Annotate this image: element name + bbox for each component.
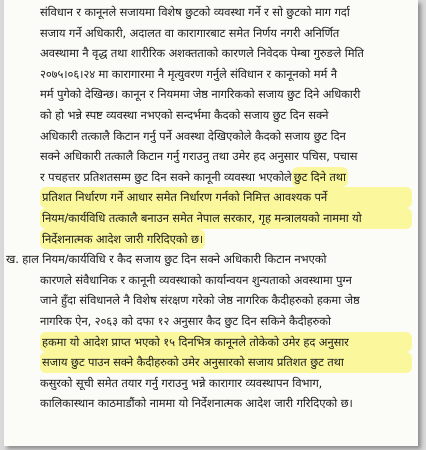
text-line <box>4 393 418 414</box>
line-text: ख. हाल नियम/कार्यविधि र कैद सजाय छुट दिन सक्ने अधिकारी किटान नभएको <box>6 252 327 267</box>
line-text: मर्म पुगेको देखिन्छ। कानून र नियममा जेष्ठ नागरिकको सजाय छुट दिने अधिकारी <box>40 87 361 102</box>
highlighted-text: छुट दिने तथा <box>292 167 348 188</box>
text-line <box>4 146 418 167</box>
text-line <box>4 105 418 126</box>
text-line <box>4 229 418 250</box>
highlighted-text: सजाय छुट पाउन सक्ने कैदीहरुको उमेर अनुसारको सजाय प्रतिशत छुट तथा <box>40 352 412 373</box>
text-line <box>4 43 418 64</box>
text-line <box>4 23 418 44</box>
line-text: अधिकारी तत्कालै किटान गर्नु पर्ने अवस्था देखिएकोले कैदको सजाय छुट दिन <box>40 128 346 143</box>
line-text: कसुरको सूची समेत तयार गर्नु गराउनु भन्ने कारागार व्यवस्थापन विभाग, <box>40 375 323 390</box>
text-line <box>4 290 418 311</box>
highlighted-text: प्रतिशत निर्धारण गर्ने आधार समेत निर्धारण गर्नको निमित्त आवश्यक पर्ने <box>40 187 412 208</box>
highlighted-text: नियम/कार्यविधि तत्कालै बनाउन समेत नेपाल सरकार, गृह मन्त्रालयको नाममा यो <box>40 208 412 229</box>
text-line <box>4 187 418 208</box>
line-text: को हो भन्ने स्पष्ट व्यवस्था नभएको सन्दर्भमा कैदको सजाय छुट दिन सक्ने <box>40 107 329 122</box>
text-line <box>4 2 418 23</box>
line-text: जाने हुँदा संविधानले नै विशेष संरक्षण गरेको जेष्ठ नागरिक कैदीहरुको हकमा जेष्ठ <box>40 293 360 308</box>
text-line <box>4 84 418 105</box>
line-text: नागरिक ऐन, २०६३ को दफा १२ अनुसार कैद छुट दिन सकिने कैदीहरुको <box>40 313 331 328</box>
text-line <box>4 167 418 188</box>
line-text: संविधान र कानूनले सजायमा विशेष छुटको व्यवस्था गर्ने र सो छुटको माग गर्दा <box>40 5 350 19</box>
scanned-page <box>4 0 418 446</box>
text-line <box>4 64 418 85</box>
text-line <box>4 126 418 147</box>
line-text: र पचहत्तर प्रतिशतसम्म छुट दिन सक्ने कानूनी व्यवस्था भएकोले <box>40 169 292 184</box>
text-line <box>4 270 418 291</box>
text-line <box>4 332 418 353</box>
line-text: सजाय गर्ने अधिकारी, अदालत वा कारागारबाट समेत निर्णय नगरी अनिर्णित <box>40 25 340 40</box>
text-block <box>4 2 418 414</box>
line-text: सक्ने अधिकारी तत्कालै किटान गर्नु गराउनु तथा उमेर हद अनुसार पचिस, पचास <box>40 149 358 164</box>
line-text: कालिकास्थान काठमाडौंको नाममा यो निर्देशनात्मक आदेश जारी गरिदिएको छ। <box>40 396 353 411</box>
text-line <box>4 249 418 270</box>
text-line <box>4 208 418 229</box>
text-line <box>4 311 418 332</box>
line-text: कारणले संवैधानिक र कानूनी व्यवस्थाको कार्यान्वयन शुन्यताको अवस्थामा पुग्न <box>40 272 352 287</box>
highlighted-text: हकमा यो आदेश प्राप्त भएको १५ दिनभित्र कानूनले तोकेको उमेर हद अनुसार <box>40 332 412 353</box>
line-text: अवस्थामा नै वृद्ध तथा शारीरिक अशक्तताको कारणले निवेदक पेम्बा गुरुङले मिति <box>40 46 364 61</box>
text-line <box>4 373 418 394</box>
highlighted-text: निर्देशनात्मक आदेश जारी गरिदिएको छ। <box>40 229 205 250</box>
text-line <box>4 352 418 373</box>
line-text: २०७५।०६।२४ मा कारागारमा नै मृत्युवरण गर्नुले संविधान र कानूनको मर्म नै <box>40 66 337 81</box>
